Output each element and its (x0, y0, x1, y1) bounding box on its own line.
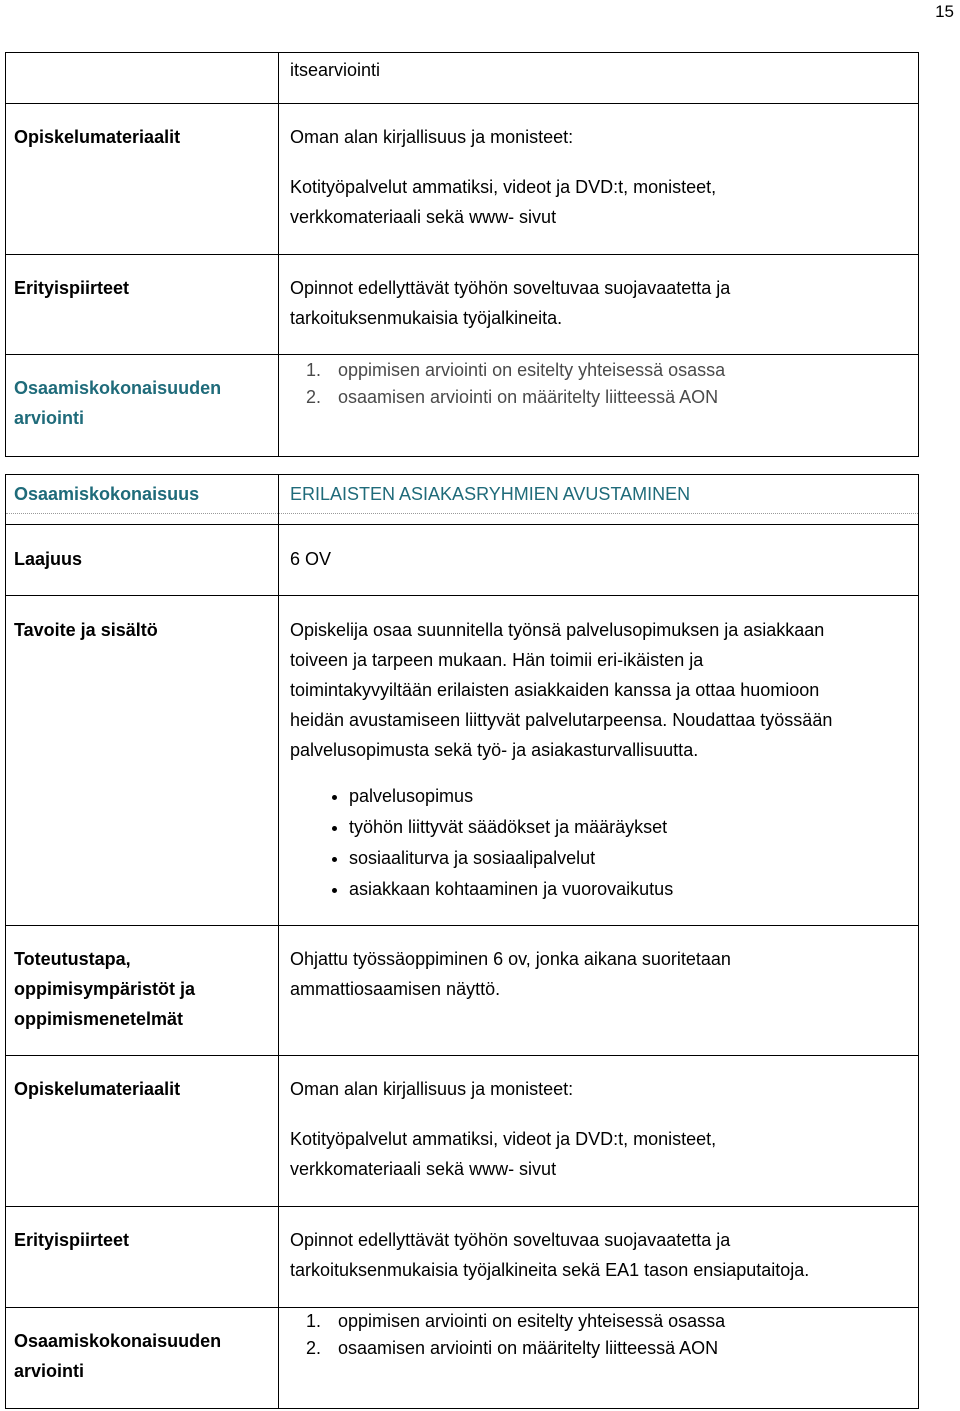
row-assessment-1 (5, 354, 919, 457)
assessment-item: 2. osaamisen arviointi on määritelty liitteessä AON (326, 1335, 908, 1362)
features-label: Erityispiirteet (14, 278, 130, 298)
self-assessment-text: itsearviointi (290, 60, 381, 80)
value-cell (278, 355, 918, 456)
goals-line: Opiskelija osaa suunnitella työnsä palvelusopimuksen ja asiakkaan (290, 620, 825, 640)
row-self-assessment (5, 52, 919, 104)
goals-line: palvelusopimusta sekä työ- ja asiakasturvallisuutta. (290, 740, 699, 760)
features-line: tarkoituksenmukaisia työjalkineita. (290, 308, 563, 328)
methods-line: ammattiosaamisen näyttö. (290, 979, 501, 999)
materials-label: Opiskelumateriaalit (14, 127, 181, 147)
label-cell (6, 1207, 278, 1308)
goals-bullet: • sosiaaliturva ja sosiaalipalvelut (349, 843, 908, 874)
materials-line: Kotityöpalvelut ammatiksi, videot ja DVD:t, monisteet, (290, 1129, 717, 1149)
row-features-1 (5, 254, 919, 355)
assessment-item: 1. oppimisen arviointi on esitelty yhteisessä osassa (326, 1308, 908, 1335)
assessment-label: arviointi (14, 1361, 85, 1381)
value-cell (278, 53, 918, 104)
dotted-underline (279, 513, 918, 514)
value-cell (278, 926, 918, 1056)
row-competence-title (5, 474, 919, 525)
features-line: Opinnot edellyttävät työhön soveltuvaa suojavaatetta ja (290, 278, 731, 298)
row-materials-2 (5, 1055, 919, 1207)
label-cell (6, 1056, 278, 1207)
label-cell (6, 475, 278, 525)
features-label: Erityispiirteet (14, 1230, 130, 1250)
materials-line: verkkomateriaali sekä www- sivut (290, 1159, 557, 1179)
materials-line: Oman alan kirjallisuus ja monisteet: (290, 1079, 574, 1099)
page-number: 15 (935, 2, 954, 21)
features-line: Opinnot edellyttävät työhön soveltuvaa suojavaatetta ja (290, 1230, 731, 1250)
materials-line: Kotityöpalvelut ammatiksi, videot ja DVD:t, monisteet, (290, 177, 717, 197)
value-cell (278, 1207, 918, 1308)
materials-line: Oman alan kirjallisuus ja monisteet: (290, 127, 574, 147)
competence-title: ERILAISTEN ASIAKASRYHMIEN AVUSTAMINEN (290, 484, 691, 504)
value-cell (278, 475, 918, 525)
scope-value: 6 OV (290, 549, 332, 569)
goals-line: toiveen ja tarpeen mukaan. Hän toimii eri-ikäisten ja (290, 650, 704, 670)
label-cell (6, 53, 278, 104)
goals-label: Tavoite ja sisältö (14, 620, 158, 640)
materials-label: Opiskelumateriaalit (14, 1079, 181, 1099)
value-cell (278, 255, 918, 355)
goals-bullet: • työhön liittyvät säädökset ja määräykset (349, 812, 908, 843)
goals-bullet-list (290, 781, 908, 905)
goals-line: toimintakyvyiltään erilaisten asiakkaiden kanssa ja ottaa huomioon (290, 680, 820, 700)
methods-label: Toteutustapa, (14, 949, 131, 969)
label-cell (6, 1308, 278, 1408)
assessment-label: Osaamiskokonaisuuden (14, 378, 222, 398)
scope-label: Laajuus (14, 549, 83, 569)
goals-line: heidän avustamiseen liittyvät palvelutarpeensa. Noudattaa työssään (290, 710, 833, 730)
methods-label: oppimisympäristöt ja (14, 979, 196, 999)
competence-label: Osaamiskokonaisuus (14, 484, 200, 504)
value-cell (278, 1308, 918, 1408)
assessment-list (290, 357, 908, 411)
value-cell (278, 1056, 918, 1207)
methods-label: oppimismenetelmät (14, 1009, 184, 1029)
row-features-2 (5, 1206, 919, 1308)
dotted-underline (6, 513, 278, 514)
label-cell (6, 355, 278, 456)
label-cell (6, 525, 278, 596)
value-cell (278, 596, 918, 926)
row-scope (5, 524, 919, 596)
assessment-item: 1. oppimisen arviointi on esitelty yhteisessä osassa (326, 357, 908, 384)
label-cell (6, 255, 278, 355)
assessment-item: 2. osaamisen arviointi on määritelty liitteessä AON (326, 384, 908, 411)
row-materials-1 (5, 103, 919, 255)
label-cell (6, 926, 278, 1056)
row-goals (5, 595, 919, 926)
goals-bullet: • palvelusopimus (349, 781, 908, 812)
features-line: tarkoituksenmukaisia työjalkineita sekä EA1 tason ensiaputaitoja. (290, 1260, 810, 1280)
goals-bullet: • asiakkaan kohtaaminen ja vuorovaikutus (349, 874, 908, 905)
assessment-label: arviointi (14, 408, 85, 428)
row-assessment-2 (5, 1307, 919, 1409)
label-cell (6, 596, 278, 926)
row-methods (5, 925, 919, 1056)
value-cell (278, 525, 918, 596)
label-cell (6, 104, 278, 255)
assessment-list (290, 1308, 908, 1362)
methods-line: Ohjattu työssäoppiminen 6 ov, jonka aikana suoritetaan (290, 949, 731, 969)
assessment-label: Osaamiskokonaisuuden (14, 1331, 222, 1351)
materials-line: verkkomateriaali sekä www- sivut (290, 207, 557, 227)
value-cell (278, 104, 918, 255)
